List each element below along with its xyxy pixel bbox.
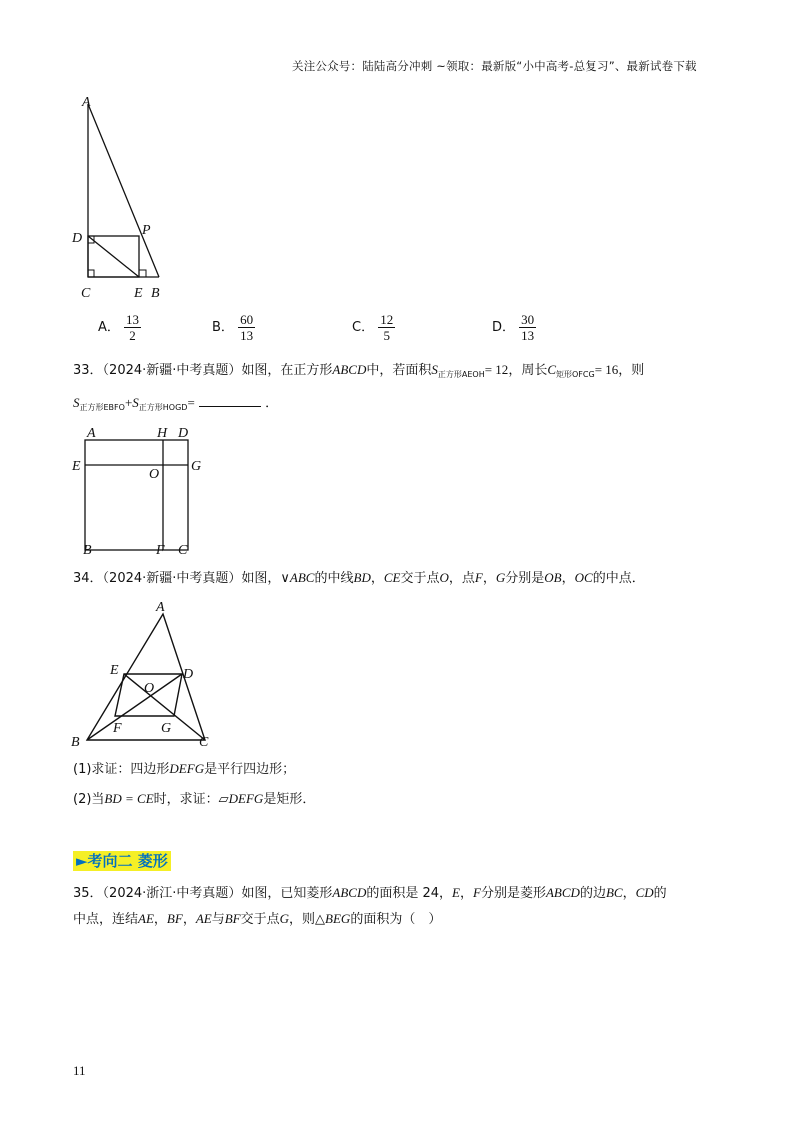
label-f: F (113, 721, 122, 736)
label-f: F (156, 543, 165, 558)
option-fraction: $\frac{60}{13}$ (240, 312, 254, 343)
option-letter: B． (212, 320, 234, 335)
label-c: C (199, 735, 209, 750)
figure-q34 (65, 596, 225, 751)
label-o: O (144, 681, 155, 696)
option-letter: A． (98, 320, 120, 335)
question-35-line1: 35．（2024·浙江·中考真题）如图，已知菱形ABCD的面积是 24，E，F分别是菱形ABCD的边BC，CD的 (73, 885, 667, 901)
label-b: B (151, 286, 160, 301)
option-d[interactable] (492, 312, 536, 343)
figure-q33 (65, 420, 215, 560)
right-angle-e (139, 270, 146, 277)
option-a[interactable] (98, 312, 141, 343)
section-heading: ►考向二 菱形 (73, 850, 171, 871)
question-35-line2: 中点，连结AE，BF，AE与BF交于点G，则△BEG的面积为（ ） (73, 911, 442, 927)
label-p: P (142, 223, 151, 238)
square-abcd (85, 440, 188, 550)
label-a: A (87, 426, 96, 441)
question-33-line1: 33．（2024·新疆·中考真题）如图，在正方形ABCD中，若面积$S_{正方形AEOH}= 12$，周长$C_{矩形OFCG}= 16$，则 (73, 362, 645, 379)
label-g: G (191, 459, 202, 474)
page-number: 11 (73, 1063, 86, 1078)
option-fraction: $\frac{12}{5}$ (380, 312, 394, 343)
option-fraction: $\frac{13}{2}$ (126, 312, 140, 343)
option-b[interactable] (212, 312, 255, 343)
option-letter: D． (492, 320, 516, 335)
figure-q32 (60, 90, 180, 305)
label-h: H (157, 426, 168, 441)
label-a: A (82, 95, 91, 110)
label-c: C (178, 543, 188, 558)
option-letter: C． (352, 320, 375, 335)
answer-blank[interactable] (199, 394, 261, 407)
label-a: A (156, 600, 165, 615)
label-c: C (81, 286, 91, 301)
page-header: 关注公众号：陆陆高分冲刺 ~领取：最新版“小中高考-总复习”、最新试卷下载 (292, 59, 697, 73)
question-34-part1: (1)求证：四边形DEFG是平行四边形； (73, 761, 296, 777)
label-e: E (72, 459, 81, 474)
line-ab (88, 104, 159, 277)
label-d: D (178, 426, 189, 441)
label-d: D (183, 667, 194, 682)
label-e: E (134, 286, 143, 301)
label-o: O (149, 467, 160, 482)
label-b: B (83, 543, 92, 558)
label-d: D (72, 231, 83, 246)
line-de (88, 236, 139, 277)
option-c[interactable] (352, 312, 395, 343)
label-g: G (161, 721, 172, 736)
question-34: 34．（2024·新疆·中考真题）如图，∨ABC的中线BD，CE交于点O，点F，G分别是OB，OC的中点． (73, 570, 645, 586)
question-33-line2: $S_{正方形EBFO}+S_{正方形HOGD}=$ ． (73, 395, 279, 412)
question-34-part2: (2)当BD = CE时，求证：▱DEFG是矩形． (73, 791, 316, 807)
label-b: B (71, 735, 80, 750)
right-angle-c (88, 270, 94, 277)
label-e: E (110, 663, 119, 678)
option-fraction: $\frac{30}{13}$ (521, 312, 535, 343)
